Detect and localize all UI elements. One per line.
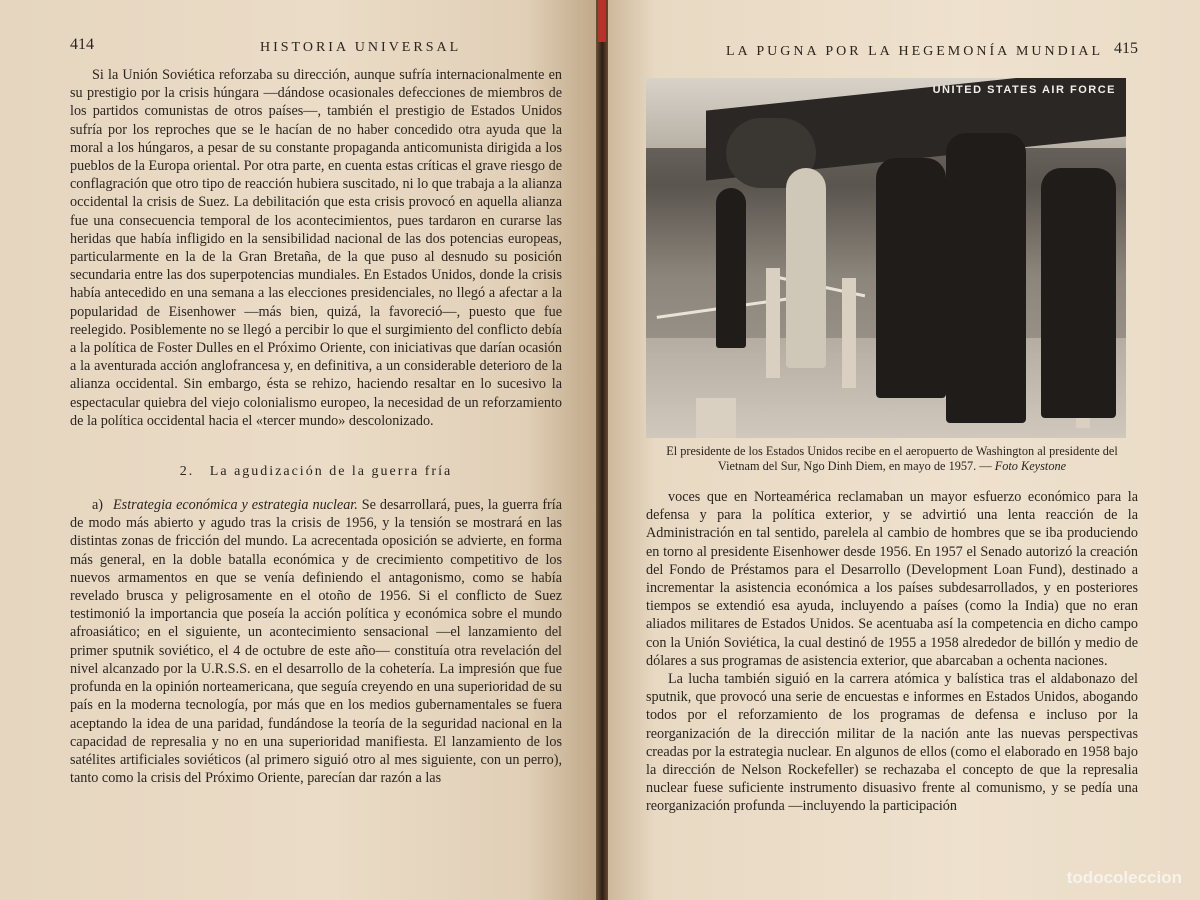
left-page <box>0 0 598 900</box>
right-running-title: LA PUGNA POR LA HEGEMONÍA MUNDIAL <box>726 44 1104 59</box>
subsection-title: Estrategia económica y estrategia nuclear. <box>113 497 358 514</box>
right-page <box>608 0 1200 900</box>
photo-caption <box>646 444 1138 474</box>
person-figure <box>716 188 746 348</box>
left-page-header <box>70 36 562 66</box>
left-page-number: 414 <box>70 36 94 53</box>
person-figure <box>946 133 1026 423</box>
right-paragraph-2: La lucha también siguió en la carrera atómica y balística tras el aldabonazo del sputnik, que provocó una serie de encuestas e informes en Estados Unidos, abogando todos por el reforzamiento de los programas de defensa e incluso por la reorganización de la dirección militar de la nación ante las nuevas perspectivas creadas por la estrategia nuclear. En algunos de ellos (como el elaborado en 1958 bajo la dirección de Nelson Rockefeller) se rechazaba el concepto de que la represalia nuclear fuese suficiente instrumento disuasivo frente al comunismo, y se pedía una reorganización profunda —incluyendo la participación <box>646 671 1138 815</box>
person-figure <box>1041 168 1116 418</box>
caption-credit: Foto Keystone <box>994 459 1067 473</box>
subsection-label: a) <box>92 497 104 514</box>
barrier-post <box>842 278 856 388</box>
left-paragraph-1: Si la Unión Soviética reforzaba su dirección, aunque sufría internacionalmente en su prestigio por la crisis húngara —dándose ocasionales defecciones de miembros de los partidos comunistas de otros países—, también el prestigio de Estados Unidos sufría por los reproches que se le hacían de no haber concedido otra ayuda que la moral a los húngaros, a pesar de su constante propaganda anticomunista dirigida a los pueblos de la Europa oriental. Por otra parte, en cuenta estas críticas el grave riesgo de conflagración que otro tipo de reacción hubiera suscitado, ni lo que trabaja a la alianza occidental la crisis de Suez. La debilitación que esta crisis provocó en aquella alianza fue una consecuencia temporal de los acontecimientos, pues tardaron en curarse las heridas que había infligido en la sensibilidad nacional de las dos potencias europeas, particularmente en la de la Gran Bretaña, de la que puso al desnudo su posición secundaria entre las dos superpotencias mundiales. En Estados Unidos, donde la crisis había antecedido en una semana a las elecciones presidenciales, no llegó a afectar a la popularidad de Eisenhower —más bien, quizá, la favoreció—, puesto que fue reelegido. Posiblemente no se llegó a percibir lo que el surgimiento del conflicto debía a la política de Foster Dulles en el Próximo Oriente, con iniciativas que darían ocasión a la aventurada acción anglofrancesa y, en definitiva, a un considerable deterioro de la alianza occidental. Sin embargo, ésta se rehizo, haciendo resaltar en lo sucesivo la espectacular quiebra del viejo colonialismo europeo, la necesidad de un reforzamiento de la política occidental hacia el «tercer mundo» descolonizado. <box>70 67 562 429</box>
person-figure <box>786 168 826 368</box>
left-paragraph-2: Se desarrollará, pues, la guerra fría de modo más abierto y agudo tras la crisis de 1956, y la tensión se mostrará en las distintas zonas de fricción del mundo. La acrecentada oposición se advierte, en forma más general, en la doble batalla económica y de crecimiento competitivo de los nuevos armamentos en que se venía definiendo el antagonismo, como se había revelado brusca y peligrosamente en el otoño de 1956. Si el conflicto de Suez testimonió la importancia que poseía la acción política y económica sobre el mundo afroasiático; en el siguiente, un acontecimiento sensacional —el lanzamiento del primer sputnik soviético, el 4 de octubre de este año— constituía otra revelación del nivel alcanzado por la U.R.S.S. en el desarrollo de la cohetería. La impresión que fue profunda en la opinión norteamericana, que seguía creyendo en una superioridad de su país en la moderna tecnología, por más que en los medios gubernamentales se fuera aceptando la idea de una paridad, fundándose la teoría de la seguridad nacional en la capacidad de represalia y no en una superioridad manifiesta. El lanzamiento de los satélites artificiales soviéticos (al primero siguió otro al mes siguiente, con un perro), tanto como la crisis del Próximo Oriente, parecían dar razón a las <box>70 497 563 787</box>
section-heading <box>70 464 562 480</box>
right-page-number: 415 <box>1114 40 1138 57</box>
right-page-header <box>646 40 1138 70</box>
left-paragraph-2-block <box>70 496 562 787</box>
section-number: 2. <box>179 464 195 480</box>
watermark-logo: todocoleccion <box>1066 868 1182 887</box>
barrier-post <box>696 398 736 438</box>
caption-text: El presidente de los Estados Unidos recibe en el aeropuerto de Washington al presidente del Vietnam del Sur, Ngo Dinh Diem, en mayo de 1957. — <box>666 444 1118 473</box>
section-title: La agudización de la guerra fría <box>209 464 453 480</box>
barrier-post <box>766 268 780 378</box>
bookmark-ribbon <box>598 0 606 42</box>
historical-photograph <box>646 78 1126 438</box>
right-paragraph-1: voces que en Norteamérica reclamaban un mayor esfuerzo económico para la defensa y para la política exterior, y se advirtió una lenta reacción de la Administración en tal sentido, parelela al cambio de hombres que se iba produciendo en torno al presidente Eisenhower desde 1956. En 1957 el Senado autorizó la creación del Fondo de Préstamos para el Desarrollo (Development Loan Fund), destinado a incrementar la asistencia económica a los países subdesarrollados, y en posteriores tiempos se extendió esa ayuda, incluyendo a países (como la India) que no eran aliados militares de Estados Unidos. Se acentuaba así la competencia en dicho campo con la Unión Soviética, la cual destinó de 1955 a 1958 alrededor de billón y medio de dólares a sus programas de asistencia exterior, que abarcaban a ochenta naciones. <box>646 489 1138 669</box>
airplane-lettering: UNITED STATES AIR FORCE <box>932 84 1116 96</box>
person-figure <box>876 158 946 398</box>
left-running-title: HISTORIA UNIVERSAL <box>260 40 462 55</box>
